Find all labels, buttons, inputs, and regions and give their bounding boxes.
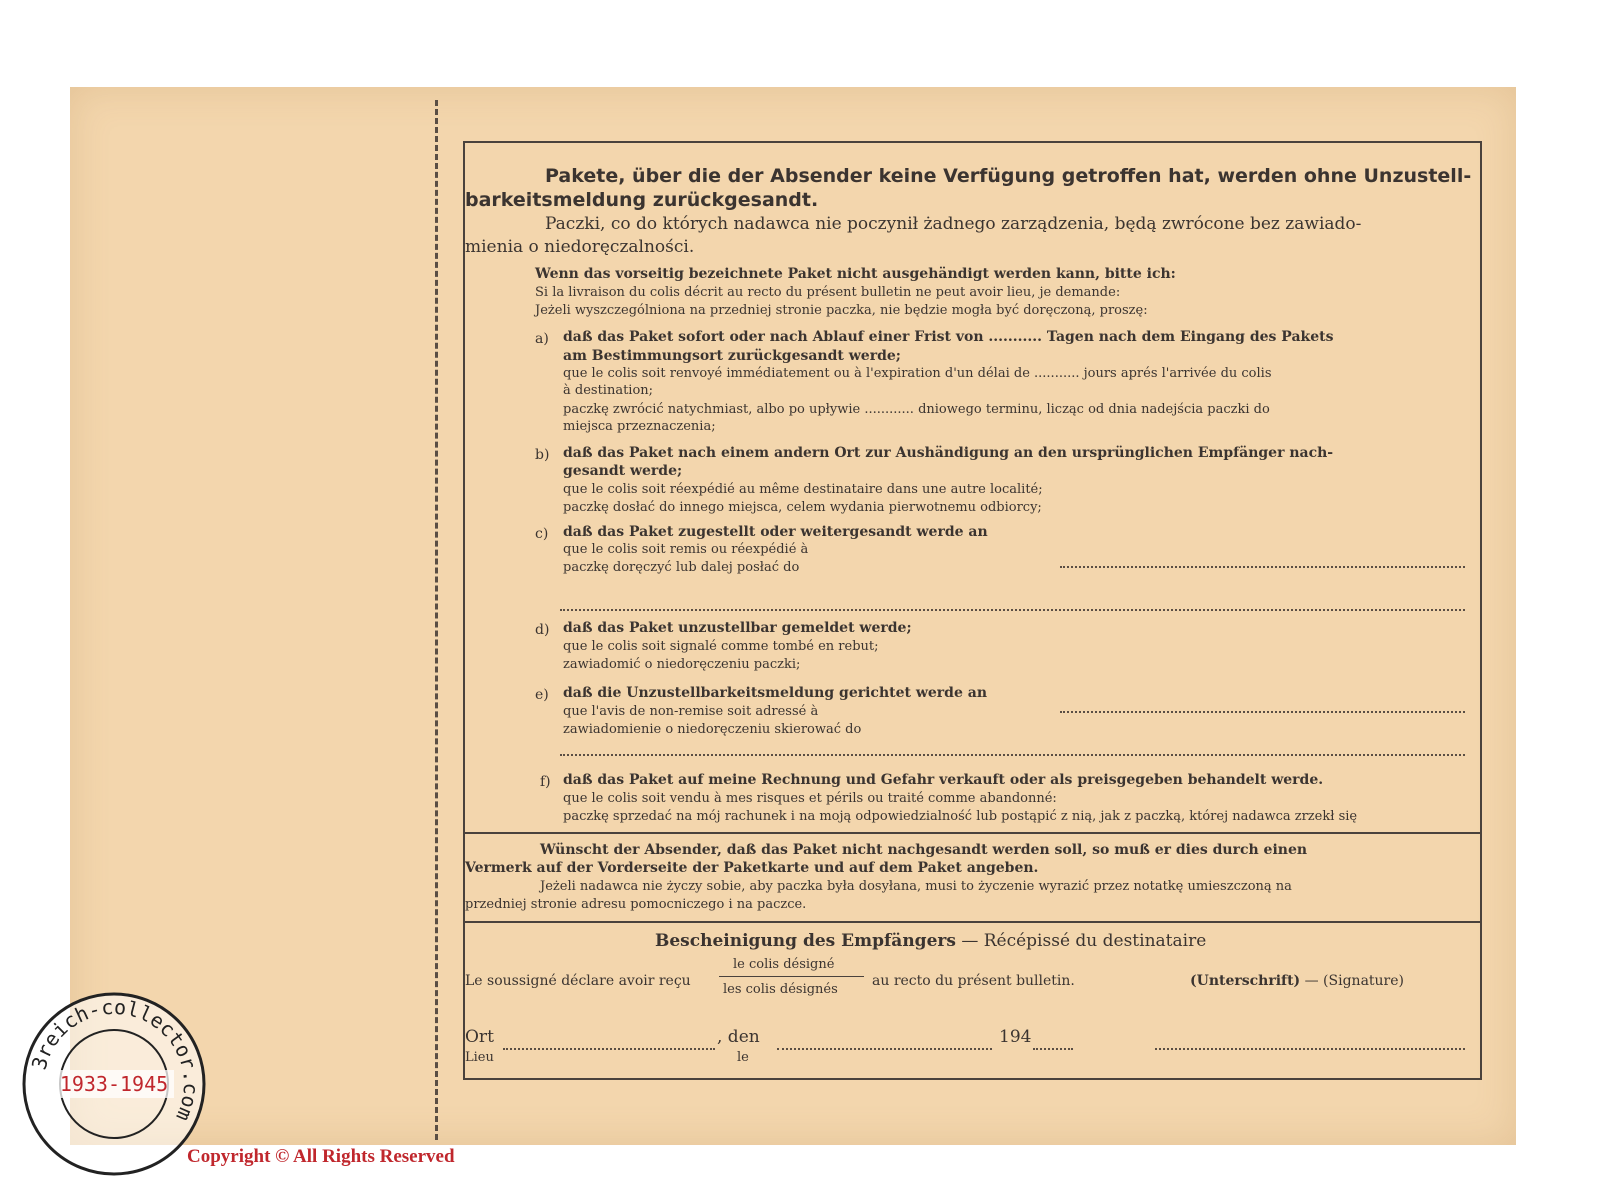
option-c-address-field-2[interactable] xyxy=(560,609,1465,611)
note-de-line2: Vermerk auf der Vorderseite der Paketkarte und auf dem Paket angeben. xyxy=(465,860,1039,876)
option-a-de1: daß das Paket sofort oder nach Ablauf einer Frist von ........... Tagen nach dem Eingang des Pakets xyxy=(563,329,1334,345)
signature-field[interactable] xyxy=(1155,1048,1465,1050)
receipt-title-dash: — xyxy=(961,931,979,951)
option-a-fr2: à destination; xyxy=(563,383,654,398)
divider-2 xyxy=(465,921,1480,923)
header-de-line1: Pakete, über die der Absender keine Verfügung getroffen hat, werden ohne Unzustell- xyxy=(545,165,1472,187)
option-e-de: daß die Unzustellbarkeitsmeldung gerichtet werde an xyxy=(563,685,987,701)
option-c-address-field[interactable] xyxy=(1060,566,1465,568)
receipt-declare: Le soussigné déclare avoir reçu xyxy=(465,973,691,989)
intro-pl: Jeżeli wyszczególniona na przedniej stronie paczka, nie będzie mogła być doręczoną, proszę: xyxy=(535,303,1148,318)
option-d-letter: d) xyxy=(535,622,550,638)
option-a-de2: am Bestimmungsort zurückgesandt werde; xyxy=(563,348,901,364)
option-e-fr: que l'avis de non-remise soit adressé à xyxy=(563,704,819,719)
copyright-notice: Copyright © All Rights Reserved xyxy=(187,1146,455,1167)
intro-fr: Si la livraison du colis décrit au recto du présent bulletin ne peut avoir lieu, je demande: xyxy=(535,285,1121,300)
header-pl-line2: mienia o niedoręczalności. xyxy=(465,237,695,257)
option-e-pl: zawiadomienie o niedoręczeniu skierować do xyxy=(563,722,862,737)
option-e-address-field-2[interactable] xyxy=(560,754,1465,756)
signature-de: (Unterschrift) xyxy=(1190,973,1301,989)
note-pl-line1: Jeżeli nadawca nie życzy sobie, aby paczka była dosyłana, musi to życzenie wyrazić przez notatkę umieszczoną na xyxy=(540,879,1292,894)
receipt-ort-label: Ort xyxy=(465,1027,494,1047)
fraction-bar xyxy=(719,976,864,977)
header-pl-line1: Paczki, co do których nadawca nie poczynił żadnego zarządzenia, będą zwrócone bez zawiado- xyxy=(545,214,1362,234)
receipt-fraction-top: le colis désigné xyxy=(733,957,835,972)
perforation-line xyxy=(435,100,438,1140)
receipt-year-prefix: 194 xyxy=(999,1027,1032,1047)
option-b-de1: daß das Paket nach einem andern Ort zur Aushändigung an den ursprünglichen Empfänger nach- xyxy=(563,445,1334,461)
instructions-form xyxy=(463,141,1482,1080)
option-b-pl: paczkę dosłać do innego miejsca, celem wydania pierwotnemu odbiorcy; xyxy=(563,500,1042,515)
option-d-pl: zawiadomić o niedoręczeniu paczki; xyxy=(563,657,801,672)
receipt-signature-label xyxy=(1190,974,1404,988)
note-de-line1: Wünscht der Absender, daß das Paket nicht nachgesandt werden soll, so muß er dies durch einen xyxy=(540,842,1308,858)
option-e-letter: e) xyxy=(535,687,549,703)
date-field[interactable] xyxy=(777,1048,992,1050)
header-de-line2: barkeitsmeldung zurückgesandt. xyxy=(465,189,819,211)
option-f-fr: que le colis soit vendu à mes risques et périls ou traité comme abandonné: xyxy=(563,791,1057,806)
receipt-fraction-bottom: les colis désignés xyxy=(723,982,838,997)
option-d-fr: que le colis soit signalé comme tombé en rebut; xyxy=(563,639,879,654)
option-a-fr1: que le colis soit renvoyé immédiatement ou à l'expiration d'un délai de ........... jours aprés l'arrivée du colis xyxy=(563,366,1272,381)
option-c-letter: c) xyxy=(535,526,549,542)
seal-ring-text: 3reich-collector.com xyxy=(26,994,204,1125)
receipt-title-fr: Récépissé du destinataire xyxy=(983,931,1207,951)
option-e-address-field[interactable] xyxy=(1060,711,1465,713)
option-a-letter: a) xyxy=(535,331,549,347)
year-field[interactable] xyxy=(1033,1048,1073,1050)
option-f-de: daß das Paket auf meine Rechnung und Gefahr verkauft oder als preisgegeben behandelt werde. xyxy=(563,772,1324,788)
option-a-pl2: miejsca przeznaczenia; xyxy=(563,419,716,434)
divider-1 xyxy=(465,832,1480,834)
receipt-title xyxy=(655,933,1206,950)
option-d-de: daß das Paket unzustellbar gemeldet werde; xyxy=(563,620,912,636)
receipt-le-label: le xyxy=(737,1050,749,1065)
collector-seal-stamp xyxy=(20,990,208,1178)
receipt-title-de: Bescheinigung des Empfängers xyxy=(655,931,956,951)
option-c-pl: paczkę doręczyć lub dalej posłać do xyxy=(563,560,800,575)
option-b-letter: b) xyxy=(535,447,550,463)
receipt-au-recto: au recto du présent bulletin. xyxy=(872,973,1075,989)
receipt-den-label: , den xyxy=(717,1027,760,1047)
place-field[interactable] xyxy=(503,1048,715,1050)
option-b-fr: que le colis soit réexpédié au même destinataire dans une autre localité; xyxy=(563,482,1043,497)
option-a-pl1: paczkę zwrócić natychmiast, albo po upływie ............ dniowego terminu, licząc od dnia nadejścia paczki do xyxy=(563,402,1270,417)
option-c-de: daß das Paket zugestellt oder weitergesandt werde an xyxy=(563,524,988,540)
option-b-de2: gesandt werde; xyxy=(563,463,683,479)
receipt-lieu-label: Lieu xyxy=(465,1050,494,1065)
seal-years: 1933-1945 xyxy=(59,1072,169,1096)
option-f-letter: f) xyxy=(540,774,551,790)
intro-de: Wenn das vorseitig bezeichnete Paket nicht ausgehändigt werden kann, bitte ich: xyxy=(535,266,1176,282)
signature-fr: — (Signature) xyxy=(1304,973,1404,989)
option-f-pl: paczkę sprzedać na mój rachunek i na moją odpowiedzialność lub postąpić z nią, jak z paczką, której nadawca zrzekł się xyxy=(563,809,1358,824)
note-pl-line2: przedniej stronie adresu pomocniczego i na paczce. xyxy=(465,897,807,912)
option-c-fr: que le colis soit remis ou réexpédié à xyxy=(563,542,809,557)
